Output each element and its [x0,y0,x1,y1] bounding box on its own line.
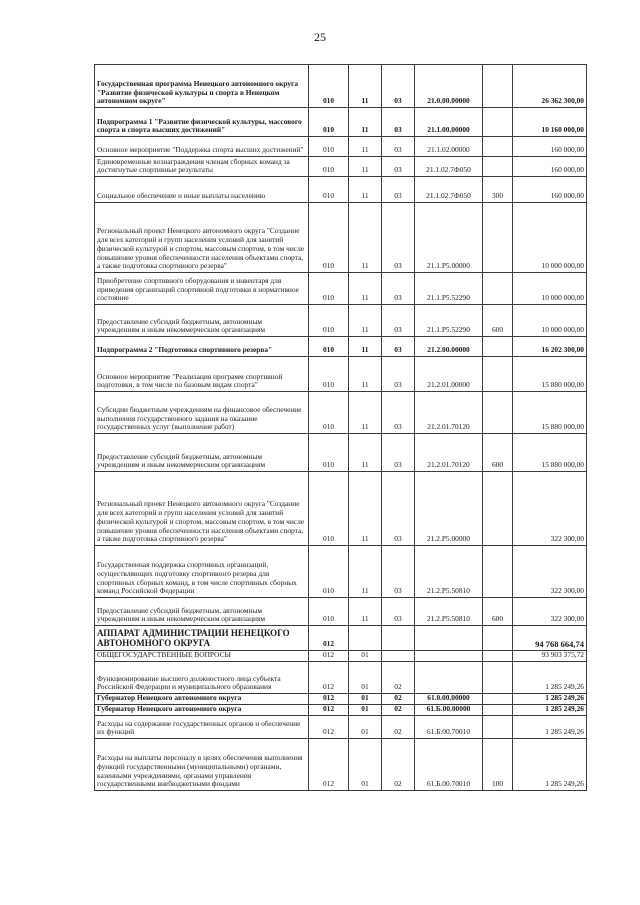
row-vr [483,65,513,108]
row-subsection: 03 [382,203,415,273]
row-code [415,662,483,694]
row-subsection: 02 [382,694,415,705]
row-ministry: 010 [309,337,349,357]
row-section: 01 [349,694,382,705]
row-vr: 600 [483,598,513,626]
row-amount: 93 903 375,72 [513,651,587,662]
row-subsection: 03 [382,434,415,472]
row-subsection: 03 [382,65,415,108]
row-amount: 10 160 000,00 [513,108,587,137]
row-vr [483,546,513,598]
row-code: 21.1.00.00000 [415,108,483,137]
row-name: Социальное обеспечение и иные выплаты населению [95,177,309,203]
row-vr [483,651,513,662]
row-section: 01 [349,662,382,694]
row-name: Расходы на выплаты персоналу в целях обеспечения выполнения функций государственными (муниципальными) органами, казенными учреждениями, органами управления государственными внебюджетными фондами [95,739,309,791]
row-amount: 1 285 249,26 [513,694,587,705]
row-amount: 322 300,00 [513,598,587,626]
row-vr [483,157,513,177]
row-code: 21.2.01.70120 [415,434,483,472]
row-amount: 26 362 300,00 [513,65,587,108]
row-section: 11 [349,434,382,472]
row-name: Губернатор Ненецкого автономного округа [95,705,309,716]
row-name: Основное мероприятие "Поддержка спорта высших достижений" [95,137,309,157]
row-subsection: 03 [382,157,415,177]
row-section: 11 [349,392,382,434]
row-ministry: 010 [309,305,349,337]
row-code: 61.Б.00.70010 [415,739,483,791]
row-name: АППАРАТ АДМИНИСТРАЦИИ НЕНЕЦКОГО АВТОНОМНОГО ОКРУГА [95,626,309,651]
table-row [95,357,587,392]
row-amount: 10 000 000,00 [513,305,587,337]
row-section: 11 [349,472,382,546]
row-ministry: 010 [309,65,349,108]
row-subsection [382,651,415,662]
row-section: 11 [349,177,382,203]
row-vr: 300 [483,177,513,203]
row-vr: 600 [483,434,513,472]
table-row [95,598,587,626]
row-vr [483,203,513,273]
row-amount: 1 285 249,26 [513,662,587,694]
row-vr [483,273,513,305]
row-vr [483,472,513,546]
row-section: 01 [349,705,382,716]
table-row [95,177,587,203]
row-vr [483,694,513,705]
row-section: 01 [349,651,382,662]
row-code: 21.0.00.00000 [415,65,483,108]
row-ministry: 012 [309,739,349,791]
row-section: 11 [349,305,382,337]
page-number: 25 [314,30,326,44]
row-ministry: 010 [309,203,349,273]
row-subsection: 03 [382,177,415,203]
row-section: 11 [349,137,382,157]
row-subsection: 03 [382,392,415,434]
row-amount: 1 285 249,26 [513,716,587,739]
row-subsection: 03 [382,546,415,598]
row-amount: 10 000 000,00 [513,203,587,273]
row-name: Предоставление субсидий бюджетным, автономным учреждениям и иным некоммерческим организациям [95,434,309,472]
row-name: Функционирование высшего должностного лица субъекта Российской Федерации и муниципального образования [95,662,309,694]
row-amount: 160 000,00 [513,177,587,203]
row-amount: 94 768 664,74 [513,626,587,651]
row-subsection: 03 [382,337,415,357]
row-amount: 322 300,00 [513,472,587,546]
row-subsection: 03 [382,472,415,546]
row-code: 21.2.P5.50810 [415,598,483,626]
row-code: 61.0.00.00000 [415,694,483,705]
row-name: ОБЩЕГОСУДАРСТВЕННЫЕ ВОПРОСЫ [95,651,309,662]
row-section: 11 [349,273,382,305]
row-section: 11 [349,157,382,177]
table-row [95,651,587,662]
table-row [95,626,587,651]
row-name: Государственная поддержка спортивных организаций, осуществляющих подготовку спортивного резерва для спортивных сборных команд, в том числе спортивных сборных команд Российской Федерации [95,546,309,598]
row-name: Региональный проект Ненецкого автономного округа "Создание для всех категорий и групп населения условий для занятий физической культурой и спортом, массовым спортом, в том числе повышение уровня обеспеченности населения объектами спорта, а также подготовка спортивного резерва" [95,203,309,273]
row-subsection: 02 [382,662,415,694]
row-amount: 15 880 000,00 [513,357,587,392]
row-name: Региональный проект Ненецкого автономного округа "Создание для всех категорий и групп населения условий для занятий физической культурой и спортом, массовым спортом, в том числе повышение уровня обеспеченности населения объектами спорта, а также подготовка спортивного резерва" [95,472,309,546]
row-subsection: 03 [382,137,415,157]
table-row [95,157,587,177]
row-subsection: 02 [382,739,415,791]
row-ministry: 012 [309,705,349,716]
row-name: Губернатор Ненецкого автономного округа [95,694,309,705]
row-vr [483,137,513,157]
row-vr [483,337,513,357]
row-vr: 600 [483,305,513,337]
table-row [95,392,587,434]
row-name: Подпрограмма 1 "Развитие физической культуры, массового спорта и спорта высших достижений" [95,108,309,137]
table-row [95,203,587,273]
table-row [95,337,587,357]
row-ministry: 010 [309,546,349,598]
row-code: 21.1.P5.52290 [415,305,483,337]
row-vr [483,705,513,716]
row-name: Предоставление субсидий бюджетным, автономным учреждениям и иным некоммерческим организациям [95,598,309,626]
row-subsection: 03 [382,357,415,392]
row-name: Основное мероприятие "Реализация программ спортивной подготовки, в том числе по базовым видам спорта" [95,357,309,392]
row-section: 11 [349,546,382,598]
row-amount: 1 285 249,26 [513,739,587,791]
row-vr [483,357,513,392]
row-ministry: 012 [309,626,349,651]
row-name: Единовременные вознаграждения членам сборных команд за достигнутые спортивные результаты [95,157,309,177]
row-code [415,651,483,662]
row-code [415,626,483,651]
row-ministry: 012 [309,651,349,662]
budget-table [94,64,587,791]
row-name: Государственная программа Ненецкого автономного округа "Развитие физической культуры и спорта в Ненецком автономном округе" [95,65,309,108]
row-ministry: 010 [309,157,349,177]
row-vr [483,626,513,651]
row-subsection [382,626,415,651]
row-section: 01 [349,716,382,739]
row-amount: 160 000,00 [513,157,587,177]
row-section: 11 [349,357,382,392]
row-ministry: 012 [309,694,349,705]
row-ministry: 010 [309,108,349,137]
row-ministry: 010 [309,598,349,626]
row-code: 21.1.02.00000 [415,137,483,157]
row-amount: 15 880 000,00 [513,392,587,434]
table-row [95,705,587,716]
row-amount: 160 000,00 [513,137,587,157]
row-section [349,626,382,651]
row-ministry: 012 [309,716,349,739]
row-code: 61.Б.00.00000 [415,705,483,716]
row-section: 11 [349,108,382,137]
row-subsection: 02 [382,716,415,739]
row-subsection: 03 [382,598,415,626]
row-ministry: 010 [309,137,349,157]
table-row [95,273,587,305]
row-ministry: 012 [309,662,349,694]
row-ministry: 010 [309,472,349,546]
row-section: 11 [349,65,382,108]
row-vr [483,716,513,739]
row-code: 21.2.00.00000 [415,337,483,357]
row-section: 11 [349,337,382,357]
row-subsection: 03 [382,273,415,305]
row-code: 21.1.P5.00000 [415,203,483,273]
table-row [95,716,587,739]
row-code: 21.2.01.00000 [415,357,483,392]
table-row [95,662,587,694]
row-code: 21.2.01.70120 [415,392,483,434]
row-name: Субсидии бюджетным учреждениям на финансовое обеспечение выполнения государственного задания на оказание государственных услуг (выполнение работ) [95,392,309,434]
row-vr [483,662,513,694]
table-row [95,108,587,137]
table-row [95,137,587,157]
row-code: 61.Б.00.70010 [415,716,483,739]
row-code: 21.1.02.7Ф050 [415,157,483,177]
row-amount: 16 202 300,00 [513,337,587,357]
row-amount: 10 000 000,00 [513,273,587,305]
row-section: 11 [349,203,382,273]
row-code: 21.1.P5.52290 [415,273,483,305]
row-vr [483,392,513,434]
row-subsection: 03 [382,108,415,137]
row-ministry: 010 [309,392,349,434]
row-section: 11 [349,598,382,626]
table-row [95,305,587,337]
table-row [95,472,587,546]
row-section: 01 [349,739,382,791]
row-ministry: 010 [309,273,349,305]
table-row [95,65,587,108]
row-ministry: 010 [309,434,349,472]
table-row [95,694,587,705]
table-row [95,739,587,791]
row-vr [483,108,513,137]
row-amount: 15 880 000,00 [513,434,587,472]
row-subsection: 03 [382,305,415,337]
row-ministry: 010 [309,357,349,392]
table-row [95,546,587,598]
row-amount: 322 300,00 [513,546,587,598]
row-subsection: 02 [382,705,415,716]
row-vr: 100 [483,739,513,791]
row-name: Приобретение спортивного оборудования и инвентаря для приведения организаций спортивной подготовки в нормативное состояние [95,273,309,305]
table-row [95,434,587,472]
row-name: Подпрограмма 2 "Подготовка спортивного резерва" [95,337,309,357]
row-name: Предоставление субсидий бюджетным, автономным учреждениям и иным некоммерческим организациям [95,305,309,337]
row-code: 21.2.P5.00000 [415,472,483,546]
row-ministry: 010 [309,177,349,203]
row-name: Расходы на содержание государственных органов и обеспечение их функций [95,716,309,739]
row-code: 21.2.P5.50810 [415,546,483,598]
row-amount: 1 285 249,26 [513,705,587,716]
row-code: 21.1.02.7Ф050 [415,177,483,203]
